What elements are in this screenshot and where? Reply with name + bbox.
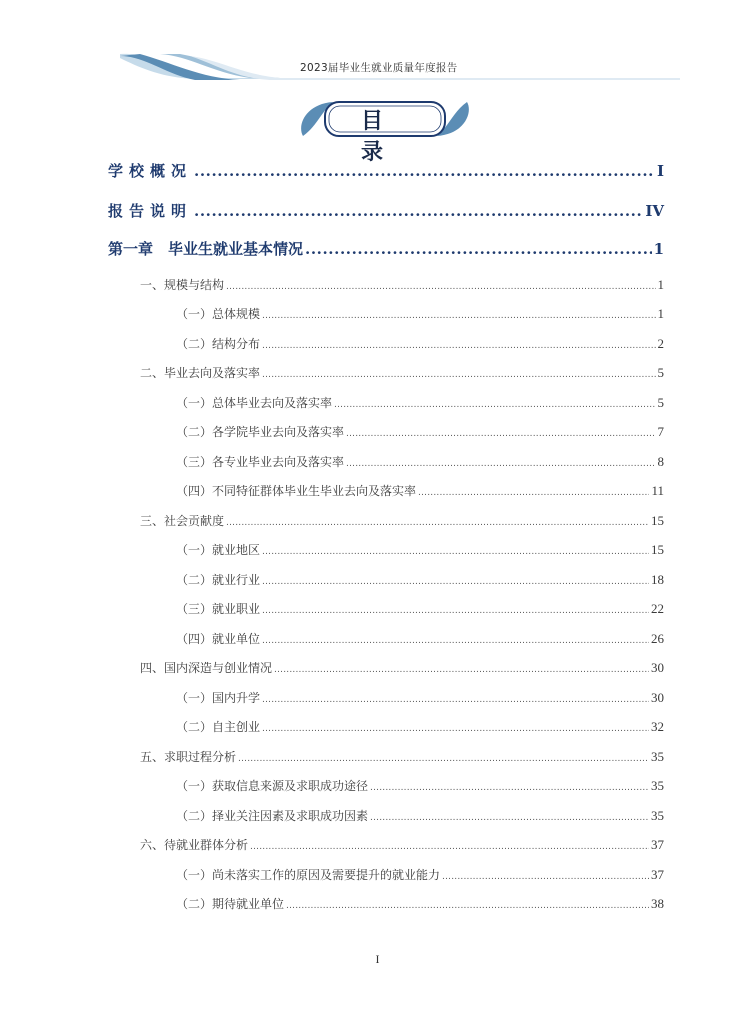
toc-leader-dots <box>262 311 655 321</box>
toc-entry-label: 五、求职过程分析 <box>140 750 237 764</box>
toc-heading: 目 录 <box>360 108 413 165</box>
toc-entry-label: （二）期待就业单位 <box>176 897 285 911</box>
toc-leader-dots <box>305 240 652 258</box>
toc-leader-dots <box>194 162 655 180</box>
toc-entry-label: 报告说明 <box>108 202 193 220</box>
toc-entry-page: 15 <box>651 542 664 557</box>
toc-entry-page: 22 <box>651 601 664 616</box>
toc-leader-dots <box>226 518 649 528</box>
toc-entry[interactable] <box>176 335 664 352</box>
toc-entry-label: （三）各专业毕业去向及落实率 <box>176 455 345 469</box>
toc-entry-page: 5 <box>657 365 664 380</box>
toc-entry[interactable] <box>176 689 664 706</box>
toc-leader-dots <box>274 665 649 675</box>
toc-entry-label: （一）就业地区 <box>176 543 261 557</box>
toc-entry-label: （四）不同特征群体毕业生毕业去向及落实率 <box>176 484 417 498</box>
toc-entry-page: 5 <box>657 395 664 410</box>
toc-entry[interactable] <box>140 512 664 529</box>
toc-leader-dots <box>226 282 655 292</box>
toc-entry-page: 18 <box>651 572 664 587</box>
toc-entry-page: 37 <box>651 867 664 882</box>
toc-entry[interactable] <box>108 238 664 259</box>
toc-entry[interactable] <box>176 482 664 499</box>
toc-entry-label: （一）尚未落实工作的原因及需要提升的就业能力 <box>176 868 441 882</box>
toc-entry-label: 第一章 毕业生就业基本情况 <box>108 240 304 258</box>
toc-leader-dots <box>194 202 643 220</box>
toc-leader-dots <box>262 636 649 646</box>
toc-leader-dots <box>262 724 649 734</box>
toc-entry-label: （一）总体毕业去向及落实率 <box>176 396 333 410</box>
toc-entry-page: 15 <box>651 513 664 528</box>
toc-entry[interactable] <box>140 276 664 293</box>
toc-entry-page: 32 <box>651 719 664 734</box>
toc-entry-page: 1 <box>657 306 664 321</box>
toc-entry-page: 1 <box>653 240 664 258</box>
toc-entry[interactable] <box>176 600 664 617</box>
header-title: 2023届毕业生就业质量年度报告 <box>300 62 458 74</box>
toc-entry[interactable] <box>176 718 664 735</box>
toc-entry[interactable] <box>176 571 664 588</box>
toc-leader-dots <box>286 901 649 911</box>
toc-entry-label: （一）总体规模 <box>176 307 261 321</box>
toc-entry[interactable] <box>140 836 664 853</box>
toc-leader-dots <box>262 370 655 380</box>
toc-entry-page: 2 <box>657 336 664 351</box>
toc-entry-label: 六、待就业群体分析 <box>140 838 249 852</box>
toc-entry-label: （一）国内升学 <box>176 691 261 705</box>
toc-leader-dots <box>250 842 649 852</box>
toc-entry-label: （三）就业职业 <box>176 602 261 616</box>
toc-leader-dots <box>346 429 655 439</box>
toc-entry-label: （一）获取信息来源及求职成功途径 <box>176 779 369 793</box>
toc-entry-label: （二）择业关注因素及求职成功因素 <box>176 809 369 823</box>
toc-leader-dots <box>370 783 649 793</box>
toc-leader-dots <box>262 547 649 557</box>
toc-leader-dots <box>262 341 655 351</box>
toc-entry-page: 1 <box>657 277 664 292</box>
toc-entry[interactable] <box>176 866 664 883</box>
toc-entry-page: 26 <box>651 631 664 646</box>
toc-entry-page: IV <box>645 202 664 220</box>
toc-entry[interactable] <box>176 423 664 440</box>
toc-leader-dots <box>418 488 649 498</box>
toc-entry-label: 二、毕业去向及落实率 <box>140 366 261 380</box>
toc-entry[interactable] <box>176 807 664 824</box>
toc-entry-label: 学校概况 <box>108 162 193 180</box>
toc-entry[interactable] <box>108 200 664 221</box>
toc-leader-dots <box>238 754 649 764</box>
toc-entry-label: （四）就业单位 <box>176 632 261 646</box>
toc-entry-label: （二）结构分布 <box>176 337 261 351</box>
toc-entry-label: （二）就业行业 <box>176 573 261 587</box>
toc-entry[interactable] <box>176 777 664 794</box>
toc-entry-label: （二）各学院毕业去向及落实率 <box>176 425 345 439</box>
toc-entry[interactable] <box>176 630 664 647</box>
toc-entry-label: （二）自主创业 <box>176 720 261 734</box>
toc-leader-dots <box>262 695 649 705</box>
toc-leader-dots <box>262 577 649 587</box>
toc-entry-page: 35 <box>651 749 664 764</box>
toc-entry[interactable] <box>176 541 664 558</box>
toc-entry-label: 四、国内深造与创业情况 <box>140 661 273 675</box>
toc-entry-page: I <box>656 162 664 180</box>
toc-leader-dots <box>346 459 655 469</box>
toc-entry[interactable] <box>140 364 664 381</box>
toc-entry[interactable] <box>176 453 664 470</box>
toc-entry[interactable] <box>176 394 664 411</box>
toc-entry-page: 30 <box>651 690 664 705</box>
toc-entry[interactable] <box>176 895 664 912</box>
toc-entry-label: 三、社会贡献度 <box>140 514 225 528</box>
toc-leader-dots <box>262 606 649 616</box>
toc-entry-page: 8 <box>657 454 664 469</box>
page-number: I <box>375 952 380 966</box>
toc-entry[interactable] <box>140 659 664 676</box>
toc-entry[interactable] <box>108 160 664 181</box>
toc-entry-page: 37 <box>651 837 664 852</box>
toc-entry-page: 11 <box>651 483 664 498</box>
toc-leader-dots <box>334 400 655 410</box>
toc-entry-page: 30 <box>651 660 664 675</box>
toc-entry[interactable] <box>140 748 664 765</box>
toc-entry[interactable] <box>176 305 664 322</box>
toc-leader-dots <box>442 872 649 882</box>
toc-entry-page: 35 <box>651 778 664 793</box>
toc-entry-page: 38 <box>651 896 664 911</box>
toc-entry-page: 7 <box>657 424 664 439</box>
toc-entry-page: 35 <box>651 808 664 823</box>
toc-entry-label: 一、规模与结构 <box>140 278 225 292</box>
toc-leader-dots <box>370 813 649 823</box>
